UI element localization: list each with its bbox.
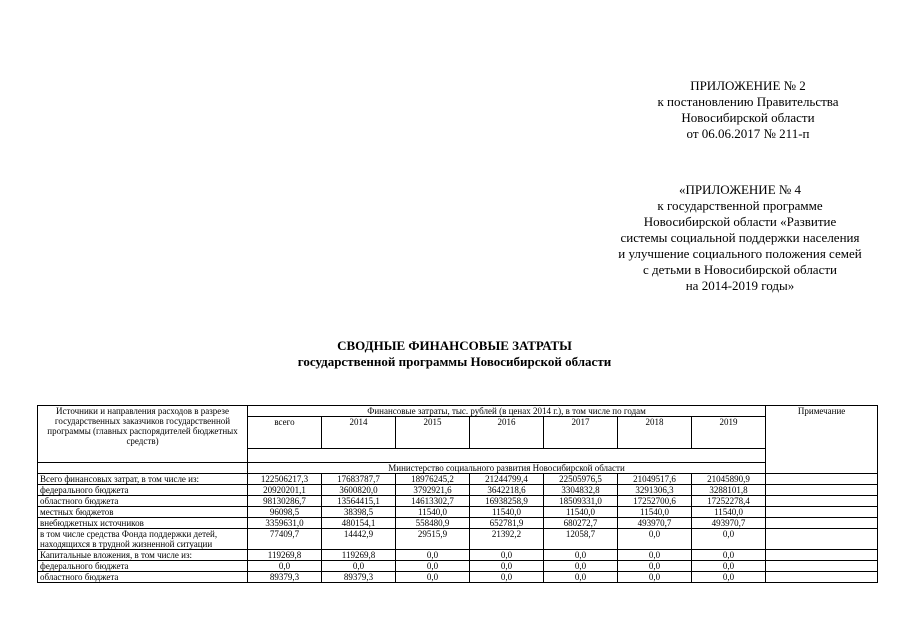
table-row (38, 529, 878, 550)
appendix-2-line: ПРИЛОЖЕНИЕ № 2 (690, 78, 806, 93)
value-cell: 21049517,6 (618, 474, 692, 485)
value-cell: 98130286,7 (248, 496, 322, 507)
column-header: 2015 (396, 417, 470, 449)
note-cell (766, 529, 878, 550)
row-label: внебюджетных источников (38, 518, 248, 529)
value-cell: 0,0 (618, 529, 692, 550)
appendix-2-line: к постановлению Правительства (657, 94, 839, 109)
row-label: областного бюджета (38, 572, 248, 583)
row-label: федерального бюджета (38, 561, 248, 572)
value-cell: 11540,0 (544, 507, 618, 518)
column-header: 2014 (322, 417, 396, 449)
appendix-4-line: и улучшение социального положения семей (618, 246, 862, 261)
value-cell: 16938258,9 (470, 496, 544, 507)
note-cell (766, 550, 878, 561)
value-cell: 20920201,1 (248, 485, 322, 496)
value-cell: 38398,5 (322, 507, 396, 518)
value-cell: 119269,8 (248, 550, 322, 561)
value-cell: 0,0 (692, 572, 766, 583)
note-cell (766, 474, 878, 485)
value-cell: 0,0 (544, 561, 618, 572)
value-cell: 0,0 (470, 550, 544, 561)
value-cell: 0,0 (618, 572, 692, 583)
value-cell: 89379,3 (248, 572, 322, 583)
value-cell: 558480,9 (396, 518, 470, 529)
row-label: в том числе средства Фонда поддержки детей, находящихся в трудной жизненной ситуации (38, 529, 248, 550)
value-cell: 0,0 (322, 561, 396, 572)
note-cell (766, 463, 878, 474)
ministry-empty-cell (38, 463, 248, 474)
header-note: Примечание (766, 406, 878, 417)
table-row (38, 561, 878, 572)
table-row (38, 550, 878, 561)
value-cell: 17252278,4 (692, 496, 766, 507)
appendix-2-block (628, 78, 868, 142)
value-cell: 480154,1 (322, 518, 396, 529)
ministry-name: Министерство социального развития Новосибирской области (248, 463, 766, 474)
appendix-2-line: Новосибирской области (681, 110, 815, 125)
value-cell: 14442,9 (322, 529, 396, 550)
column-header: 2017 (544, 417, 618, 449)
value-cell: 29515,9 (396, 529, 470, 550)
value-cell: 11540,0 (618, 507, 692, 518)
value-cell: 21392,2 (470, 529, 544, 550)
value-cell: 0,0 (248, 561, 322, 572)
table-row (38, 572, 878, 583)
note-cell (766, 561, 878, 572)
financial-costs-table (37, 405, 878, 583)
document-subtitle: государственной программы Новосибирской области (297, 354, 612, 369)
value-cell: 0,0 (470, 572, 544, 583)
appendix-2-line: от 06.06.2017 № 211-п (686, 126, 810, 141)
value-cell: 0,0 (618, 550, 692, 561)
table-row (38, 507, 878, 518)
value-cell: 21045890,9 (692, 474, 766, 485)
value-cell: 0,0 (396, 561, 470, 572)
value-cell: 3291306,3 (618, 485, 692, 496)
document-title: СВОДНЫЕ ФИНАНСОВЫЕ ЗАТРАТЫ (337, 338, 572, 353)
row-label: Капитальные вложения, в том числе из: (38, 550, 248, 561)
value-cell: 3642218,6 (470, 485, 544, 496)
spacer-cell (248, 449, 766, 463)
value-cell: 652781,9 (470, 518, 544, 529)
note-cell (766, 507, 878, 518)
table-row (38, 485, 878, 496)
row-label: местных бюджетов (38, 507, 248, 518)
value-cell: 17252700,6 (618, 496, 692, 507)
ministry-row (38, 463, 878, 474)
note-cell (766, 449, 878, 463)
appendix-4-line: на 2014-2019 годы» (685, 278, 795, 293)
value-cell: 22505976,5 (544, 474, 618, 485)
value-cell: 3288101,8 (692, 485, 766, 496)
value-cell: 0,0 (692, 561, 766, 572)
value-cell: 0,0 (692, 550, 766, 561)
appendix-4-line: с детьми в Новосибирской области (643, 262, 837, 277)
column-header: всего (248, 417, 322, 449)
value-cell: 14613302,7 (396, 496, 470, 507)
appendix-4-line: системы социальной поддержки населения (620, 230, 860, 245)
appendix-4-line: «ПРИЛОЖЕНИЕ № 4 (678, 182, 802, 197)
header-row (38, 406, 878, 417)
value-cell: 89379,3 (322, 572, 396, 583)
value-cell: 77409,7 (248, 529, 322, 550)
value-cell: 12058,7 (544, 529, 618, 550)
note-cell (766, 417, 878, 449)
value-cell: 0,0 (396, 550, 470, 561)
table-row (38, 496, 878, 507)
value-cell: 0,0 (544, 550, 618, 561)
value-cell: 122506217,3 (248, 474, 322, 485)
column-header: 2018 (618, 417, 692, 449)
value-cell: 18509331,0 (544, 496, 618, 507)
appendix-4-line: к государственной программе (657, 198, 823, 213)
value-cell: 493970,7 (692, 518, 766, 529)
column-header: 2016 (470, 417, 544, 449)
table-row (38, 518, 878, 529)
value-cell: 96098,5 (248, 507, 322, 518)
value-cell: 0,0 (692, 529, 766, 550)
value-cell: 0,0 (544, 572, 618, 583)
value-cell: 13564415,1 (322, 496, 396, 507)
row-label: областного бюджета (38, 496, 248, 507)
value-cell: 3359631,0 (248, 518, 322, 529)
value-cell: 3600820,0 (322, 485, 396, 496)
note-cell (766, 496, 878, 507)
value-cell: 11540,0 (692, 507, 766, 518)
value-cell: 493970,7 (618, 518, 692, 529)
row-label: Всего финансовых затрат, в том числе из: (38, 474, 248, 485)
header-sources: Источники и направления расходов в разрезе государственных заказчиков государственной программы (главных распорядителей бюджетных средств) (38, 406, 248, 463)
value-cell: 21244799,4 (470, 474, 544, 485)
value-cell: 0,0 (396, 572, 470, 583)
value-cell: 11540,0 (396, 507, 470, 518)
appendix-4-block (575, 182, 905, 294)
table-row (38, 474, 878, 485)
note-cell (766, 485, 878, 496)
row-label: федерального бюджета (38, 485, 248, 496)
header-costs: Финансовые затраты, тыс. рублей (в ценах 2014 г.), в том числе по годам (248, 406, 766, 417)
value-cell: 0,0 (618, 561, 692, 572)
appendix-4-line: Новосибирской области «Развитие (643, 214, 837, 229)
note-cell (766, 572, 878, 583)
value-cell: 3792921,6 (396, 485, 470, 496)
value-cell: 18976245,2 (396, 474, 470, 485)
value-cell: 0,0 (470, 561, 544, 572)
note-cell (766, 518, 878, 529)
column-header: 2019 (692, 417, 766, 449)
value-cell: 17683787,7 (322, 474, 396, 485)
value-cell: 3304832,8 (544, 485, 618, 496)
value-cell: 680272,7 (544, 518, 618, 529)
value-cell: 11540,0 (470, 507, 544, 518)
value-cell: 119269,8 (322, 550, 396, 561)
